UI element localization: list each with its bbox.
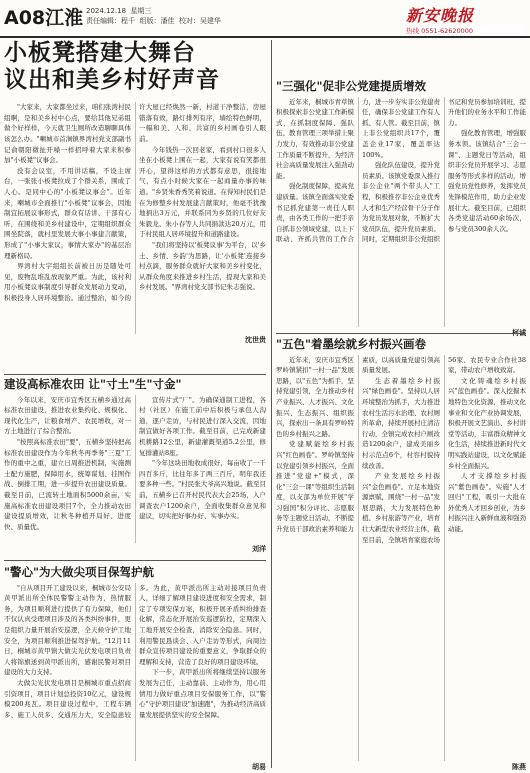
paragraph: 强化教育管理，增强服务本领。该镇结合"三会一课"、主题党日等活动，组织非公党员开展学习、志愿服务等形式多样的活动，增强党员党性修养，发挥党员先锋模范作用，助力企业发展壮大。截至目前，已组织各类党建活动60余场次，参与党员300余人次。 (448, 129, 526, 233)
paragraph: 强化制度保障，提高党建质量。该镇全面落实党委书记抓党建第一责任人职责，由各类工作的一把手亲自抓非公领域党建，以上下联动、齐抓共管的工作合力，进一步夯实非公党建责任，确保非公党建工作有人抓、有人管。截至目前，镇上非公党组织共17个，覆盖企业17家，覆盖率达100%。 (276, 97, 440, 244)
paragraph: 大做尖光伏发电项目是桐城市重点招商引资项目，项目计划总投资10亿元，建设规模200兆瓦。项目建设过程中，工程车辆多、施工人员多、交通压力大，安全隐患较多。为此，黄甲派出所主动对接项目负责人，详细了解项目建设进度和安全需求，制定了专项安保方案，积极开展矛盾纠纷排查化解，常态化开展治安巡逻防控，定期深入工地开展安全检查，消除安全隐患。同时，利用警民恳谈会、入户走访等形式，向周边群众宣传项目建设的重要意义，争取群众的理解和支持，营造了良好的项目建设环境。 (4, 583, 266, 719)
article-stools-body (4, 102, 266, 334)
paragraph: 没有会议室，不用讲话稿，不设主席台，一张张小板凳拉成了个群关系，围成了人心。是同中心的"小板凳议事会"。近年来，喇城市全面推行"小板凳"议事会，因地制宜拓展议事形式，群众有话讲、干部有心听，在围绕和美乡村建设中，定期组织群众围坐院落，就村里发展大事小事建言献策，形成了"小事大家议，事情大家办"的基层治理新格局。 (4, 166, 131, 260)
article-party-building (276, 80, 526, 338)
column-divider (271, 40, 272, 768)
paragraph: 宣传片式"厂"。为确保通制工进程，各村（社区）在施工前中后积极与承包人沟通，逐户走访，与村民进行深入交流，因地制宜做好各项工作。截至目前，已完成新建机耕路12公里，新建灌溉渠道5.2公里，修复排灌站8座。 (139, 395, 266, 457)
paragraph: "今年这块田地收成很好，每亩收了一千四百多斤，比往年多了两三百斤，明年我还要多种一些。"村民张大爷高兴地说。截至目前，五横乡已召开村民代表大会25场，入户调查农户1200余户，全面收集群众意见和建议，切实把好事办好、实事办实。 (139, 459, 266, 521)
hotline: 热线 0551-62620000 (406, 26, 524, 35)
page-code: A08江淮 (4, 7, 84, 29)
paragraph: 近年来，桐城市青草镇积极探索非公党建工作新模式，在抓制度保障、强队伍、教育管理三项举措上聚力发力，有效推动非公党建工作质量不断提升，为经济社会高质量发展注入强劲动能。 (276, 97, 354, 180)
article-farmland-title: 建设高标准农田 让"寸土"生"寸金" (4, 377, 182, 391)
article-five-colors (276, 338, 526, 772)
issue-date: 2024.12.18 星期三 (86, 7, 152, 15)
paragraph: 近年来，安庆市宜秀区罗岭镇紧扣"一村一品"发展思路，以"五色"为抓手，坚持党建引领，全力推动乡村产业振兴、人才振兴、文化振兴、生态振兴、组织振兴，探索出一条具有罗岭特色的乡村振兴之路。 (276, 355, 354, 438)
article-party-building-title: "三强化"促非公党建提质增效 (276, 79, 426, 93)
divider (4, 560, 266, 561)
masthead (0, 0, 530, 38)
paragraph: 下一步，黄甲派出所将继续坚持以服务发展为己任，主动靠前、主动作为，用心用情用力做好重点项目安保服务工作，以"警心"守护项目建设"加速跑"，为推动经济高质量发展提供坚实的安全保障。 (139, 668, 266, 719)
issue-meta (86, 6, 221, 26)
article-party-building-body (276, 97, 526, 327)
newspaper-logo (406, 3, 524, 35)
article-five-colors-body (276, 355, 526, 761)
article-police-title: "警心"为大做尖项目保驾护航 (4, 565, 154, 579)
article-five-colors-author: 陈燕 (512, 762, 526, 771)
paragraph: 界湾村大字组组长前被日历是随处可见，废物乱堆乱放现象严重。为此，该村利用小板凳议事制度引导群众发展动力变动，积极投身人居环境整治。通过整治，如今的许大屋已经焕然一新，村道干净整洁，房屋错落有致，路灯排列有序，墙绘特色鲜明，一幅和美、人和、共富的乡村画卷引人眼前。 (4, 103, 266, 302)
article-farmland-author: 刘洋 (252, 544, 266, 553)
logo-text: 新安晚报 (406, 6, 475, 25)
article-police-author: 胡易 (252, 762, 266, 771)
paragraph: 今年钱热一次回老家，看到村口很多人坐在小板凳上围在一起，大家有说有笑都很开心，望得这样的方式都有意思，很接地气，有点小时候大家在一起商量办事的味道。"乡贤朱香秀笑着说道。在得知村民们是在为修整乡村发展建言献策时，他毫不犹豫地捐出3万元，并联系同为乡贤的几位好友朱毅龙、朱小春等人共同捐款达20万元，用于村民组人居环境提升和道路建设。 (139, 145, 266, 239)
paragraph: "我们将坚持以'板凳议事'为平台，以'乡土、乡情、乡韵'为思路，让'小板凳'连接乡村点滴，服务群众就好大家和美乡村变化，从群众角度来推进乡村生活，提现大家和美乡村发展。"界湾村党支部书记朱志强说。 (139, 240, 266, 292)
editor-credits: 责任编辑：程千 组版：潘佳 校对：吴建华 (86, 17, 221, 25)
article-police-body (4, 583, 266, 761)
article-stools-title: 小板凳搭建大舞台 议出和美乡村好声音 (4, 40, 220, 94)
paragraph: 党建赋能绘乡村振兴"红色画卷"。罗岭镇坚持以党建引领乡村振兴，全面推进"党建+"模式，深化"三会一课"等组织生活制度，以支部为单位开展"学习强国"积分评比、志愿服务等主题党日活动，不断提升党员干部政治素养和能力素质，以高质量党建引领高质量发展。 (276, 355, 440, 534)
paragraph: 产业发展绘乡村振兴"金色画卷"。立足本地资源禀赋，围绕"一村一品"发展思路，大力发展特色种植、乡村旅游等产业，培育壮大新型农业经营主体，截至目前，全镇培育家庭农场56家、农民专业合作社38家，带动农户增收致富。 (362, 355, 526, 544)
paragraph: "大家来，大家都坐过来，咱们张湾村民组啊，是和美乡村中心点，要给其他兄弟组做个好样样，今天就卫生厕所改造聊聊具体该怎么办。"喇城市首涧镇界湾村党支部副书记俞朝阳微扯开嗓一样招呼着大家来积参加"小板凳"议事会。 (4, 103, 131, 165)
paragraph: 文化铸魂绘乡村振兴"蓝色画卷"。深入挖掘本地特色文化资源，推动文化事业和文化产业协调发展，积极开展文艺演出、乡村讲堂等活动，丰富群众精神文化生活，持续推进新时代文明实践站建设，以文化赋能乡村全面振兴。 (448, 376, 526, 470)
paragraph: "按照高标准农田"要"，五横乡坚持把高标准农田建设作为今年秋冬再季务"三夏"工作的重中之重，建立日周推进机制，实施测土配方施肥，保障用水，统筹谋划、挂图作战、倒排工期，进一步提升农田建设质量。截至目前，已流转土地面积5000余亩，实施高标准农田建设项目7个，全力推动农田建设提质增效，让秋冬种植开局好、进度快、质量优。 (4, 437, 131, 531)
divider (276, 333, 526, 334)
divider (4, 374, 266, 375)
article-farmland-body (4, 395, 266, 543)
paragraph: "自从项目开工建设以来，桐城市公安局黄甲派出所全体民警警主动作为，热情服务，为项目顺利进行提供了有力保障，他们不仅认真受理项目涉及的各类纠纷事件，更是组织力量开展治安巡逻，全天候守护工地安全，为项目顺利推进保驾护航。"12月11日，桐城市黄甲镇大做尖光伏发电项目负责人将锦旗送到黄甲派出所，感谢民警对项目建设的大力支持。 (4, 583, 131, 677)
article-five-colors-title: "五色"着墨绘就乡村振兴画卷 (276, 337, 426, 351)
paragraph: 今年以来，安庆市宜秀区五横乡通过高标准农田建设，推进农业集约化、规模化、现代化生产，让粮食增产、农民增收，对一方土地进行了综合整治。 (4, 395, 131, 436)
article-police (4, 566, 266, 772)
paragraph: 人才支撑绘乡村振兴"紫色画卷"。实施"人才回归"工程，吸引一大批在外优秀人才回乡创业，为乡村振兴注入新鲜血液和强劲动能。 (448, 472, 526, 534)
paragraph: 生态着墨绘乡村振兴"绿色画卷"。坚持以人居环境整治为抓手，大力推进农村生活污水治理、农村厕所革命，持续开展村庄清洁行动，全镇完成农村户厕改造1200余户，建成美丽乡村示范点6个，村容村貌持续改善。 (362, 376, 440, 470)
article-stools-author: 沈世贵 (245, 336, 266, 345)
paragraph: 强化队伍建设，提升党员素质。该镇党委深入推行非公企业"两个带头人"工程，积极推荐非公企业优秀人才和生产经营骨干分子作为党员发展对象，不断扩大党员队伍，提升党员素质。同时，定期组织非公党组织书记和党员参加培训班，提升他们的业务水平和工作能力。 (362, 97, 526, 244)
article-farmland (4, 378, 266, 554)
article-stools (4, 40, 266, 345)
